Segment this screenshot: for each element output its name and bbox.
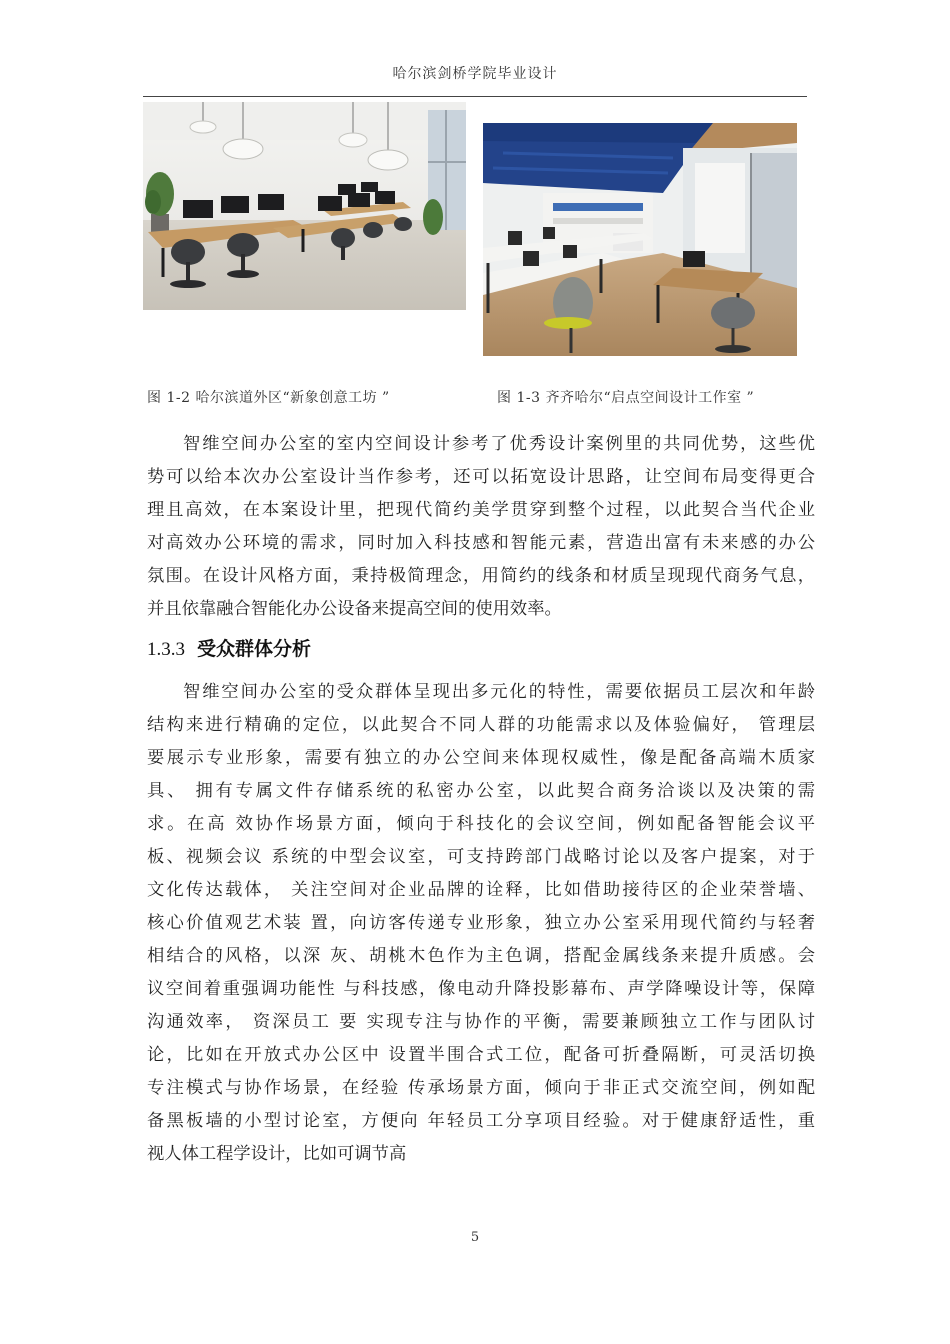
- text-line: 论，比如在开放式办公区中 设置半围合式工位，配备可折叠隔断，可灵活切换: [147, 1045, 815, 1065]
- section-number: 1.3.3: [147, 639, 185, 660]
- office-photo-left: [143, 102, 466, 310]
- text-line: 具、 拥有专属文件存储系统的私密办公室，以此契合商务洽谈以及决策的需: [147, 781, 815, 801]
- text-line: 视人体工程学设计，比如可调节高: [147, 1144, 407, 1164]
- text-line: 核心价值观艺术装 置，向访客传递专业形象，独立办公室采用现代简约与轻奢: [147, 913, 815, 933]
- text-line: 要展示专业形象，需要有独立的办公空间来体现权威性，像是配备高端木质家: [147, 748, 815, 768]
- header-rule: [143, 96, 807, 97]
- text-line: 板、视频会议 系统的中型会议室，可支持跨部门战略讨论以及客户提案，对于: [147, 847, 815, 867]
- paragraph-design-reference: [147, 428, 815, 626]
- paragraph-audience-analysis: [147, 676, 815, 1171]
- text-line: 智维空间办公室的室内空间设计参考了优秀设计案例里的共同优势，这些优: [183, 434, 815, 454]
- text-line: 备黑板墙的小型讨论室，方便向 年轻员工分享项目经验。对于健康舒适性，重: [147, 1111, 815, 1131]
- text-line: 沟通效率， 资深员工 要 实现专注与协作的平衡，需要兼顾独立工作与团队讨: [147, 1012, 815, 1032]
- text-line: 势可以给本次办公室设计当作参考，还可以拓宽设计思路，让空间布局变得更合: [147, 467, 815, 487]
- text-line: 相结合的风格，以深 灰、胡桃木色作为主色调，搭配金属线条来提升质感。会: [147, 946, 815, 966]
- section-title-text: 受众群体分析: [197, 638, 312, 660]
- text-line: 专注模式与协作场景，在经验 传承场景方面，倾向于非正式交流空间，例如配: [147, 1078, 815, 1098]
- text-line: 求。在高 效协作场景方面，倾向于科技化的会议空间，例如配备智能会议平: [147, 814, 815, 834]
- text-line: 议空间着重强调功能性 与科技感，像电动升降投影幕布、声学降噪设计等，保障: [147, 979, 815, 999]
- section-heading: [147, 634, 311, 661]
- text-line: 智维空间办公室的受众群体呈现出多元化的特性，需要依据员工层次和年龄: [183, 682, 815, 702]
- figure-caption-1-2: 图 1-2 哈尔滨道外区“新象创意工坊 ”: [147, 390, 390, 406]
- page-header: 哈尔滨剑桥学院毕业设计: [392, 66, 558, 82]
- office-photo-right: [483, 123, 797, 356]
- text-line: 文化传达载体， 关注空间对企业品牌的诠释，比如借助接待区的企业荣誉墙、: [147, 880, 815, 900]
- text-line: 并且依靠融合智能化办公设备来提高空间的使用效率。: [147, 599, 562, 619]
- text-line: 对高效办公环境的需求，同时加入科技感和智能元素，营造出富有未来感的办公: [147, 533, 815, 553]
- text-line: 结构来进行精确的定位，以此契合不同人群的功能需求以及体验偏好， 管理层: [147, 715, 815, 735]
- text-line: 氛围。在设计风格方面，秉持极简理念，用简约的线条和材质呈现现代商务气息，: [147, 566, 815, 586]
- text-line: 理且高效，在本案设计里，把现代简约美学贯穿到整个过程，以此契合当代企业: [147, 500, 815, 520]
- figure-caption-1-3: 图 1-3 齐齐哈尔“启点空间设计工作室 ”: [497, 390, 755, 406]
- page-number: 5: [470, 1230, 480, 1245]
